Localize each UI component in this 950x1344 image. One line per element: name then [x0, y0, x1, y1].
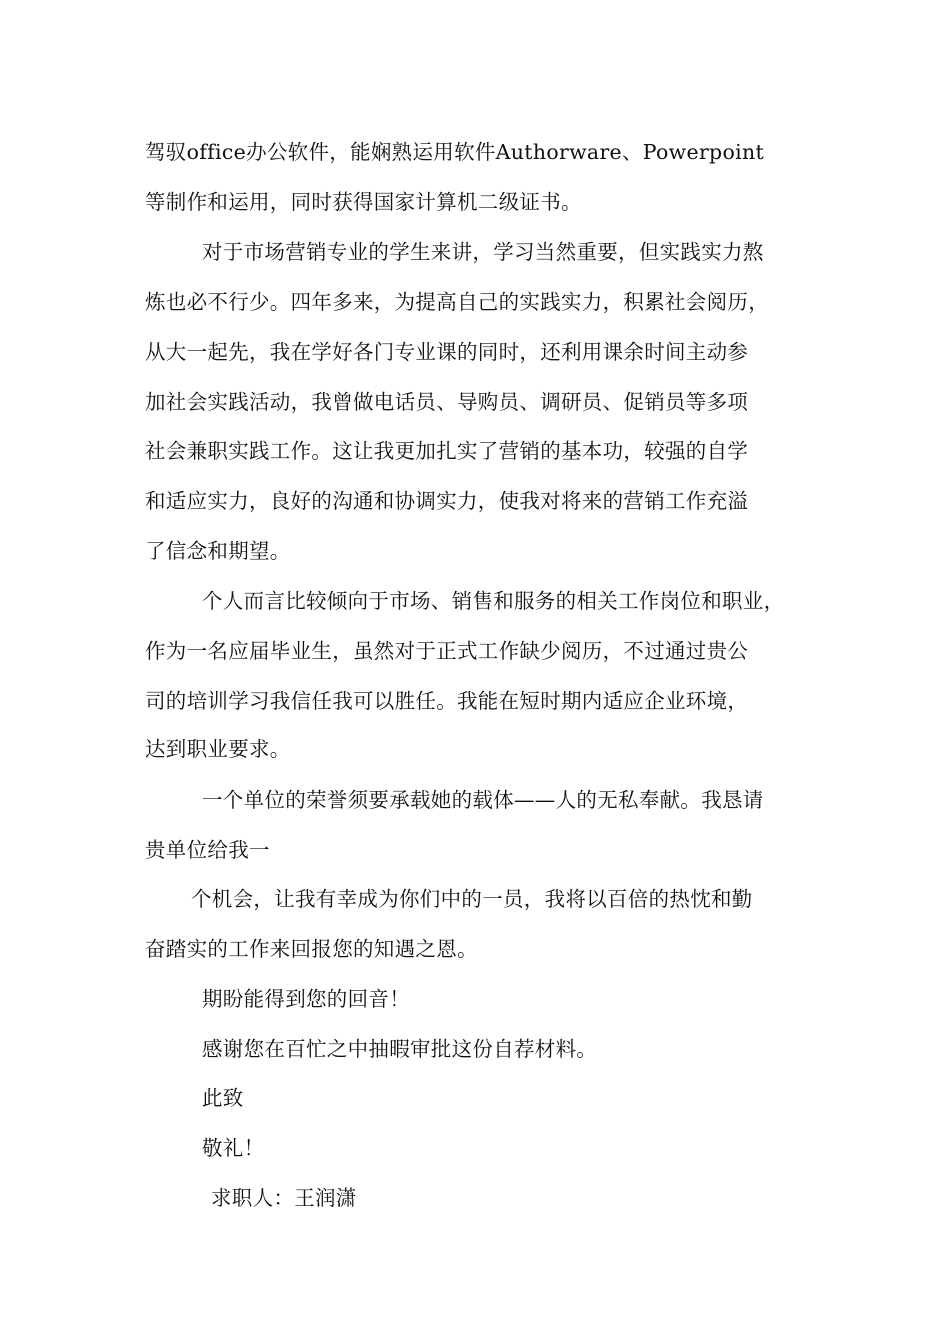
body-line: 和适应实力，良好的沟通和协调实力，使我对将来的营销工作充溢: [145, 489, 749, 513]
body-line: 司的培训学习我信任我可以胜任。我能在短时期内适应企业环境，: [145, 689, 749, 713]
salutation-line: 此致: [202, 1086, 244, 1110]
body-line: 等制作和运用，同时获得国家计算机二级证书。: [145, 190, 582, 214]
closing-line: 期盼能得到您的回音！: [202, 987, 410, 1011]
body-line: 从大一起先，我在学好各门专业课的同时，还利用课余时间主动参: [145, 340, 749, 364]
signature-line: 求职人：王润潇: [211, 1186, 357, 1210]
paragraph-start-line: 个机会，让我有幸成为你们中的一员，我将以百倍的热忱和勤: [191, 887, 753, 911]
paragraph-start-line: 一个单位的荣誉须要承载她的载体——人的无私奉献。我恳请: [202, 788, 764, 812]
salutation-line: 敬礼！: [202, 1136, 265, 1160]
body-line: 了信念和期望。: [145, 539, 291, 563]
body-line: 贵单位给我一: [145, 838, 270, 862]
closing-line: 感谢您在百忙之中抽暇审批这份自荐材料。: [202, 1037, 598, 1061]
body-line: 驾驭office办公软件，能娴熟运用软件Authorware、Powerpoint: [145, 140, 765, 164]
body-line: 奋踏实的工作来回报您的知遇之恩。: [145, 937, 478, 961]
body-line: 社会兼职实践工作。这让我更加扎实了营销的基本功，较强的自学: [145, 439, 749, 463]
body-line: 炼也必不行少。四年多来，为提高自己的实践实力，积累社会阅历，: [145, 290, 769, 314]
body-line: 达到职业要求。: [145, 737, 291, 761]
paragraph-start-line: 对于市场营销专业的学生来讲，学习当然重要，但实践实力熬: [202, 240, 764, 264]
body-line: 作为一名应届毕业生，虽然对于正式工作缺少阅历，不过通过贵公: [145, 639, 749, 663]
paragraph-start-line: 个人而言比较倾向于市场、销售和服务的相关工作岗位和职业，: [202, 589, 785, 613]
body-line: 加社会实践活动，我曾做电话员、导购员、调研员、促销员等多项: [145, 390, 749, 414]
